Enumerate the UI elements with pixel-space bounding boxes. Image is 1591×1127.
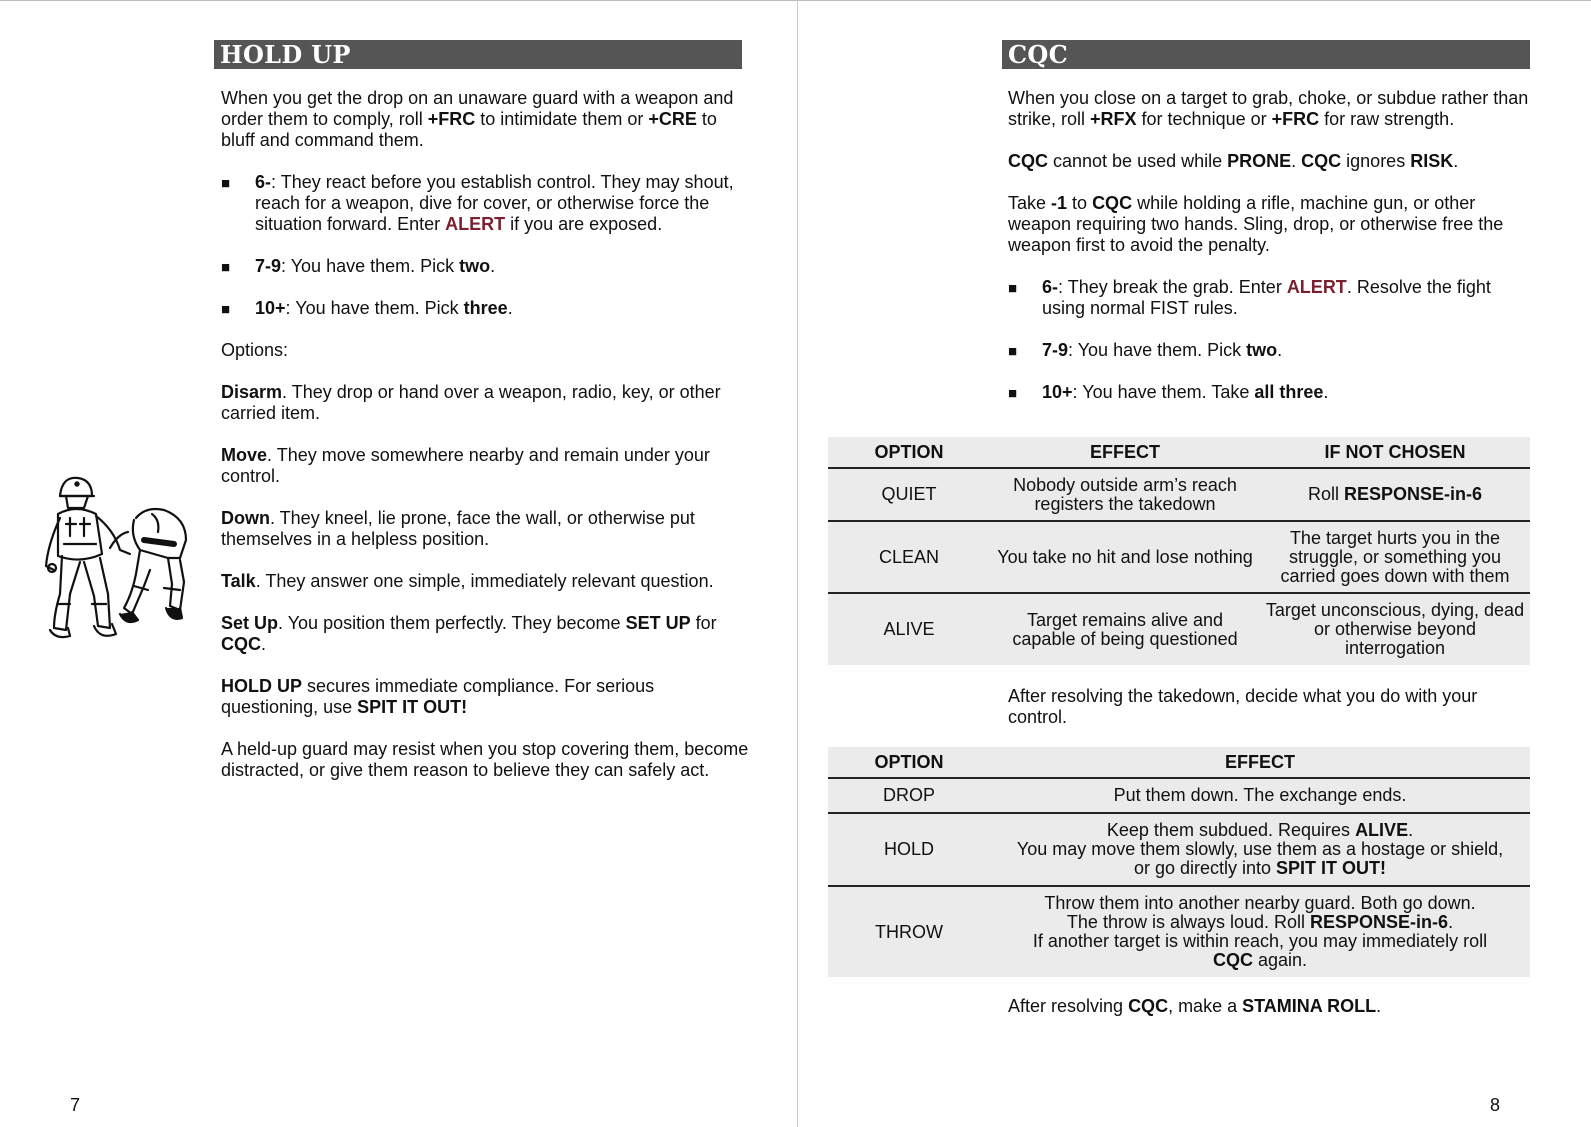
options-label: Options: xyxy=(221,340,289,360)
table-row xyxy=(828,886,1530,977)
control-options-table xyxy=(828,747,1530,977)
soldier-restraining-guard-icon xyxy=(40,474,190,650)
effect-cell: Put them down. The exchange ends. xyxy=(990,778,1530,813)
not-chosen-cell: Target unconscious, dying, dead or otherwise beyond interrogation xyxy=(1265,600,1525,658)
list-item: ■ 6-: They react before you establish control. They may shout, reach for a weapon, dive for cover, or otherwise force the situation forward. Enter ALERT if you are exposed. xyxy=(221,172,734,234)
option-cell: THROW xyxy=(875,921,943,942)
cqc-results xyxy=(1008,277,1538,403)
cqc-body xyxy=(1008,88,1538,424)
bullet-square-icon: ■ xyxy=(221,259,231,276)
cqc-restrictions: CQC cannot be used while PRONE. CQC ignores RISK. xyxy=(1008,151,1459,171)
list-item: ■ 6-: They break the grab. Enter ALERT. Resolve the fight using normal FIST rules. xyxy=(1008,277,1491,318)
hold-up-note: HOLD UP secures immediate compliance. For serious questioning, use SPIT IT OUT! xyxy=(221,676,655,717)
column-header: EFFECT xyxy=(990,437,1260,468)
cqc-penalty: Take -1 to CQC while holding a rifle, machine gun, or other weapon requiring two hands. Sling, drop, or otherwise free the weapon first to avoid the penalty. xyxy=(1008,193,1504,255)
after-cqc-text: After resolving CQC, make a STAMINA ROLL. xyxy=(1008,996,1382,1016)
effect-cell: Keep them subdued. Requires ALIVE. You may move them slowly, use them as a hostage or shield, or go directly into SPIT IT OUT! xyxy=(990,813,1530,886)
bullet-square-icon: ■ xyxy=(1008,343,1018,360)
table-row xyxy=(828,813,1530,886)
section-title-cqc: CQC xyxy=(1002,40,1530,69)
takedown-options-table xyxy=(828,437,1530,665)
cqc-intro: When you close on a target to grab, choke, or subdue rather than strike, roll +RFX for technique or +FRC for raw strength. xyxy=(1008,88,1529,129)
option-disarm: Disarm. They drop or hand over a weapon, radio, key, or other carried item. xyxy=(221,382,721,423)
table-row xyxy=(828,521,1530,593)
page-number-left: 7 xyxy=(70,1095,81,1115)
bullet-square-icon: ■ xyxy=(1008,385,1018,402)
page-number-right: 8 xyxy=(1490,1095,1501,1115)
column-header: EFFECT xyxy=(990,747,1530,778)
table-row xyxy=(828,778,1530,813)
option-cell: DROP xyxy=(828,778,990,813)
list-item: ■ 10+: You have them. Pick three. xyxy=(221,298,513,318)
bullet-square-icon: ■ xyxy=(221,175,231,192)
section-title-hold-up: HOLD UP xyxy=(214,40,742,69)
column-header: OPTION xyxy=(828,437,990,468)
resist-note: A held-up guard may resist when you stop covering them, become distracted, or give them reason to believe they can safely act. xyxy=(221,739,749,780)
option-cell: CLEAN xyxy=(828,521,990,593)
hold-up-body xyxy=(221,88,751,802)
option-cell: ALIVE xyxy=(883,619,935,639)
option-move: Move. They move somewhere nearby and remain under your control. xyxy=(221,445,710,486)
effect-cell: Nobody outside arm’s reach registers the takedown xyxy=(990,468,1260,521)
option-talk: Talk. They answer one simple, immediately relevant question. xyxy=(221,571,714,591)
effect-cell: You take no hit and lose nothing xyxy=(990,521,1260,593)
not-chosen-cell: The target hurts you in the struggle, or something you carried goes down with them xyxy=(1260,521,1530,593)
option-cell: QUIET xyxy=(828,468,990,521)
hold-up-intro: When you get the drop on an unaware guard with a weapon and order them to comply, roll +FRC to intimidate them or +CRE to bluff and command them. xyxy=(221,88,734,150)
option-down: Down. They kneel, lie prone, face the wall, or otherwise put themselves in a helpless position. xyxy=(221,508,695,549)
bullet-square-icon: ■ xyxy=(1008,280,1018,297)
table-header-row xyxy=(828,437,1530,468)
option-set-up: Set Up. You position them perfectly. They become SET UP for CQC. xyxy=(221,613,717,654)
list-item: ■ 7-9: You have them. Pick two. xyxy=(1008,340,1283,360)
right-page xyxy=(798,0,1591,1127)
list-item: ■ 7-9: You have them. Pick two. xyxy=(221,256,496,276)
effect-cell: Throw them into another nearby guard. Both go down. The throw is always loud. Roll RESPONSE-in-6. If another target is within reach, you may immediately roll CQC again. xyxy=(1032,893,1488,970)
hold-up-results xyxy=(221,172,751,319)
list-item: ■ 10+: You have them. Take all three. xyxy=(1008,382,1329,402)
table-row xyxy=(828,593,1530,665)
table-row xyxy=(828,468,1530,521)
column-header: IF NOT CHOSEN xyxy=(1260,437,1530,468)
table-header-row xyxy=(828,747,1530,778)
bullet-square-icon: ■ xyxy=(221,301,231,318)
option-cell: HOLD xyxy=(828,813,990,886)
after-takedown-text: After resolving the takedown, decide what you do with your control. xyxy=(1008,686,1478,727)
effect-cell: Target remains alive and capable of being questioned xyxy=(1012,609,1238,649)
column-header: OPTION xyxy=(828,747,990,778)
not-chosen-cell: Roll RESPONSE-in-6 xyxy=(1260,468,1530,521)
